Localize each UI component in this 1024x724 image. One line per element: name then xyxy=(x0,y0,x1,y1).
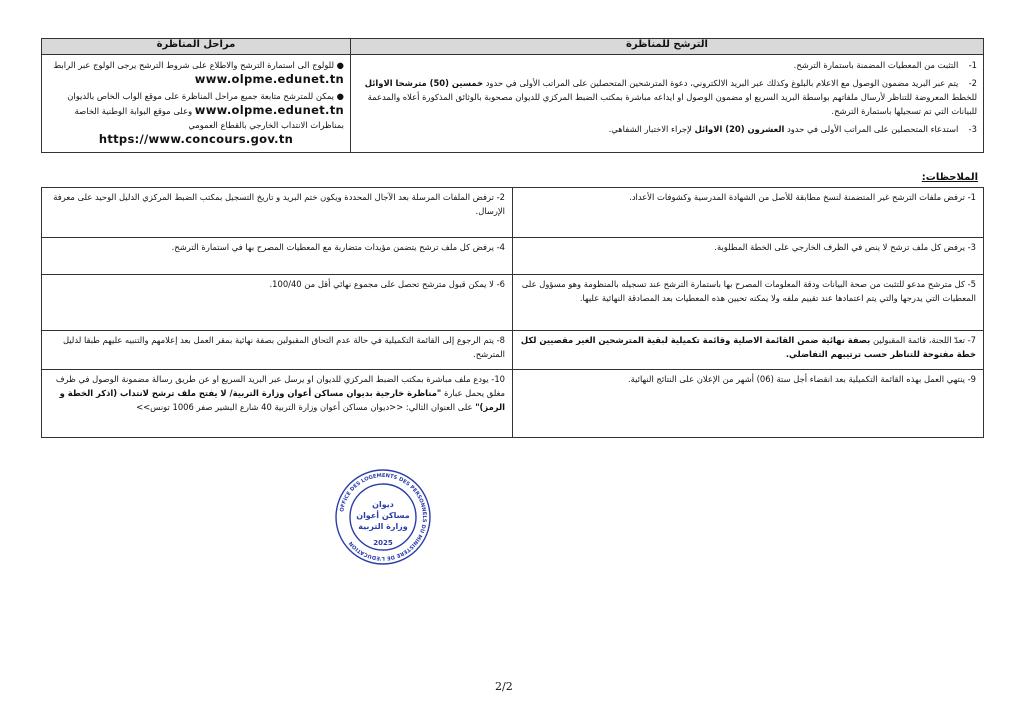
header-stages: مراحل المناظرة xyxy=(42,39,351,55)
notes-table xyxy=(41,187,984,438)
bullet-icon: ● xyxy=(336,91,344,101)
candidacy-step-2: 2- يتم عبر البريد مضمون الوصول مع الاعلام بالبلوغ وكذلك عبر البريد الالكتروني، دعوة المترشحين المتحصلين على المراتب الأولى في حدود خمسين (50) مترشحا الاوائل للخطط المعروضة للتناظر لأرسال ملفاتهم بواسطة البريد السريع او مضمون الوصول او ايداعه مباشرة بمكتب الضبط المركزي للديوان مصحوبة بالوثائق المذكورة أعلاه والمدعمة للبيانات التي تم تسجيلها باستمارة الترشح. xyxy=(364,78,977,116)
link-concours[interactable]: https://www.concours.gov.tn xyxy=(98,132,294,146)
note-9: 9- ينتهي العمل بهذه القائمة التكميلية بعد انقضاء أجل ستة (06) أشهر من الإعلان على النتائج النهائية. xyxy=(513,370,984,438)
candidacy-step-1: 1- التثبت من المعطيات المضمنة باستمارة الترشح. xyxy=(793,60,977,70)
stages-cell xyxy=(42,55,351,153)
note-10: 10- يودع ملف مباشرة بمكتب الضبط المركزي للديوان او يرسل عبر البريد السريع او عن طريق رسالة مضمونة الوصول في ظرف مغلق يحمل عبارة "مناظرة خارجية بديوان مساكن أعوان وزارة التربية/ لا يفتح ملف ترشح لانتداب (اذكر الخطة و الرمز)" على العنوان التالي: <<ديوان مساكن أعوان وزارة التربية 40 شارع البشير صفر 1006 تونس>> xyxy=(42,370,513,438)
candidacy-step-3: 3- استدعاء المتحصلين على المراتب الأولى في حدود العشرون (20) الاوائل لإجراء الاختبار الشفاهي. xyxy=(608,124,977,134)
note-1: 1- ترفض ملفات الترشح غير المتضمنة لنسخ مطابقة للأصل من الشهادة المدرسية وكشوفات الأعداد. xyxy=(513,188,984,238)
note-3: 3- يرفض كل ملف ترشح لا ينص في الظرف الخارجي على الخطة المطلوبة. xyxy=(513,238,984,275)
candidacy-steps-cell xyxy=(350,55,983,153)
stamp-outer-text: OFFICE DES LOGEMENTS DES PERSONNELS DU MINISTERE DE L'EDUCATION xyxy=(339,472,428,562)
link-olpme-1[interactable]: www.olpme.edunet.tn xyxy=(194,72,344,86)
page-number: 2/2 xyxy=(495,680,513,693)
note-8: 8- يتم الرجوع إلى القائمة التكميلية في حالة عدم التحاق المقبولين بصفة نهائية بمقر العمل بعد إعلامهم والتنبيه عليهم طبقا لدليل المترشح. xyxy=(42,331,513,370)
stage-item-2: ● يمكن للمترشح متابعة جميع مراحل المناظرة على موقع الواب الخاص بالديوان www.olpme.edunet.tn وعلى موقع البوابة الوطنية الخاصة بمناظرات الانتداب الخارجي بالقطاع العمومي https://www.concours.gov.tn xyxy=(48,89,344,146)
note-4: 4- يرفض كل ملف ترشح يتضمن مؤيدات متضاربة مع المعطيات المصرح بها في استمارة الترشح. xyxy=(42,238,513,275)
official-stamp xyxy=(333,467,433,567)
stamp-inner-line1: ديوان xyxy=(372,500,394,509)
note-2: 2- ترفض الملفات المرسلة بعد الآجال المحددة ويكون ختم البريد و تاريخ التسجيل بمكتب الضبط المركزي الدليل الوحيد على معرفة الإرسال. xyxy=(42,188,513,238)
stamp-inner-line3: وزارة التربية xyxy=(358,522,408,531)
stamp-year: 2025 xyxy=(373,539,393,547)
stamp-inner-line2: مساكن أعوان xyxy=(356,511,410,520)
link-olpme-2[interactable]: www.olpme.edunet.tn xyxy=(194,103,344,117)
note-6: 6- لا يمكن قبول مترشح تحصل على مجموع نهائي أقل من 100/40. xyxy=(42,275,513,331)
notes-title: الملاحظات: xyxy=(921,172,978,183)
note-5: 5- كل مترشح مدعو للتثبت من صحة البيانات ودقة المعلومات المصرح بها باستمارة الترشح عند تسجيله بالمنظومة وهو مسؤول على المعطيات التي يدرجها والتي يتم اعتمادها عند تقييم ملفه ولا يمكنه تحيين هذه المعطيات بعد المصادقة النهائية عليها. xyxy=(513,275,984,331)
header-candidacy: الترشح للمناظرة xyxy=(350,39,983,55)
bullet-icon: ● xyxy=(336,60,344,70)
note-7: 7- تعدّ اللجنة، قائمة المقبولين بصفة نهائية ضمن القائمة الاصلية وقائمة تكميلية لبقية المترشحين الغير مقصيين لكل خطة مفتوحة للتناظر حسب ترتيبهم التفاضلي. xyxy=(513,331,984,370)
candidacy-stages-table xyxy=(41,38,984,153)
stage-item-1: ● للولوج الى استمارة الترشح والاطلاع على شروط الترشح يرجى الولوج عبر الرابط www.olpme.edunet.tn xyxy=(48,58,344,86)
